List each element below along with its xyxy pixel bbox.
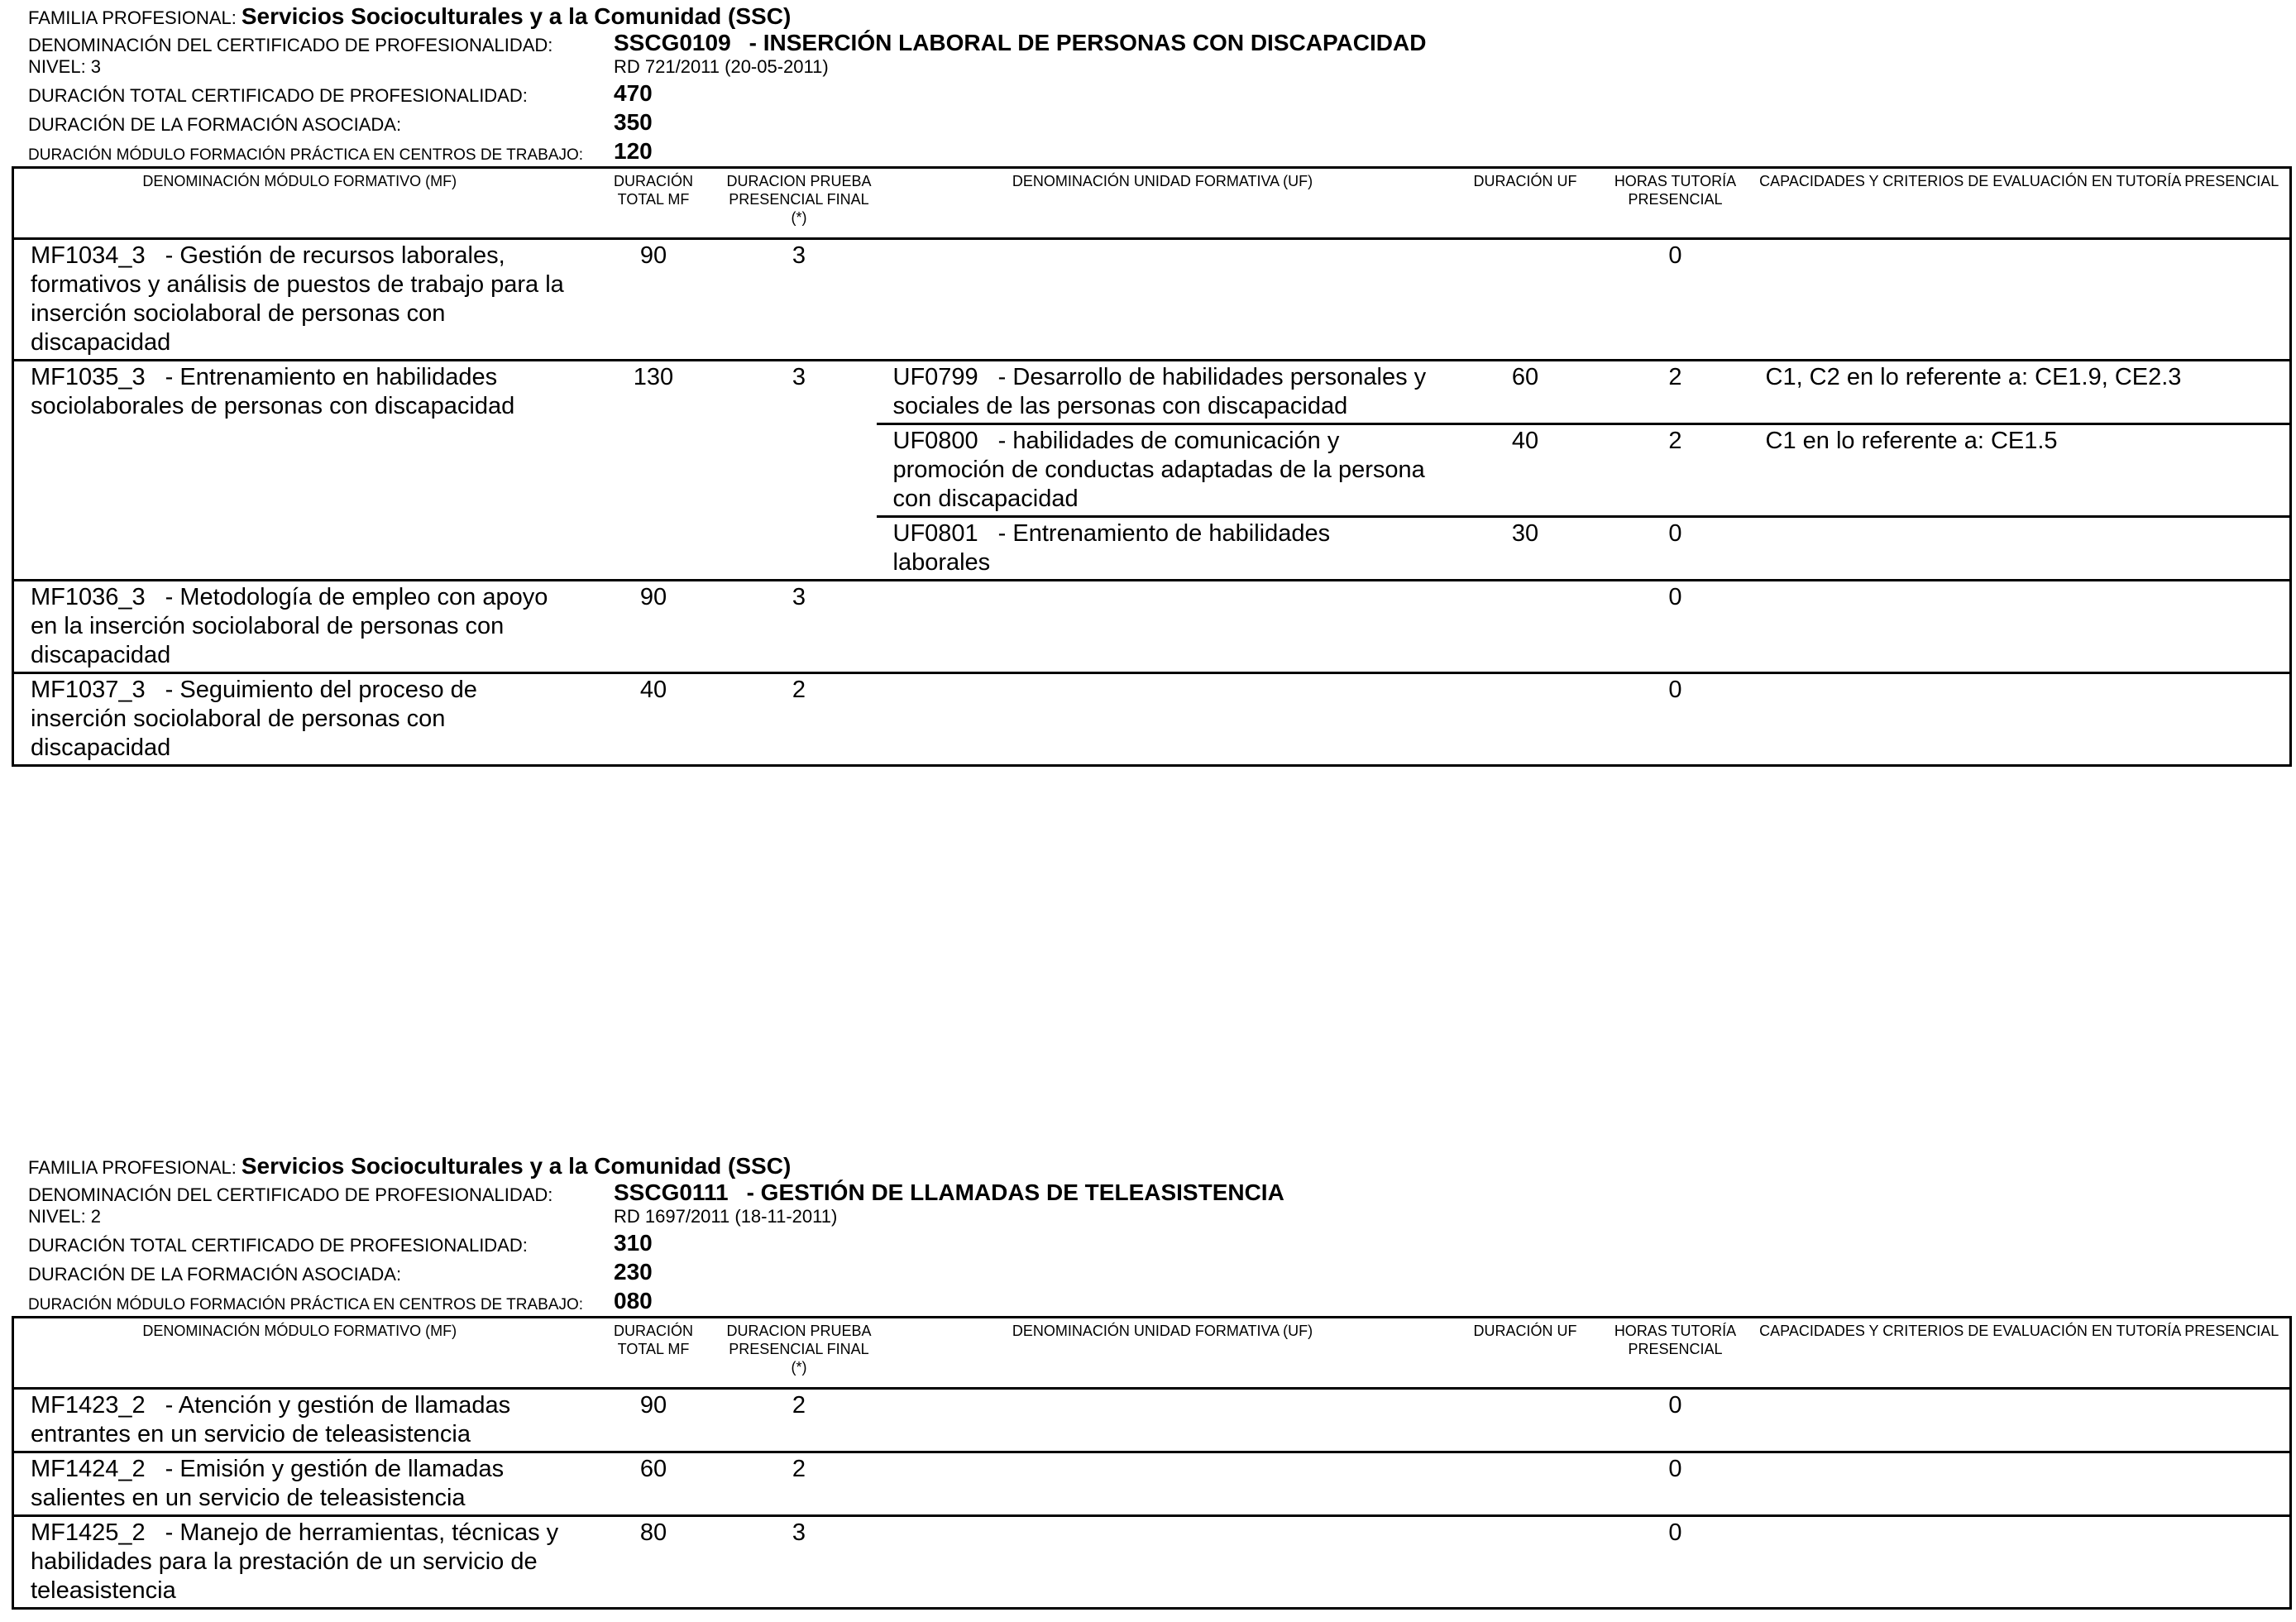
uf-name: - Entrenamiento de habilidades laborales	[892, 520, 1331, 576]
mf-code: MF1425_2	[31, 1519, 146, 1546]
uf-duracion: 60	[1449, 361, 1602, 424]
capacidades-cell	[1749, 581, 2291, 673]
horas-tutoria: 0	[1602, 581, 1749, 673]
uf-duracion	[1449, 1452, 1602, 1516]
duracion-practica-row	[12, 1287, 2289, 1316]
mf-name: - Metodología de empleo con apoyo en la inserción sociolaboral de personas con discapacidad	[31, 584, 548, 668]
denominacion-row	[12, 31, 2289, 58]
capacidades-cell	[1749, 239, 2291, 361]
denominacion-row	[12, 1181, 2289, 1208]
horas-tutoria: 2	[1602, 424, 1749, 517]
horas-tutoria: 0	[1602, 673, 1749, 766]
col-header-prueba: DURACION PRUEBA PRESENCIAL FINAL (*)	[726, 173, 872, 226]
mf-prueba: 2	[722, 1389, 877, 1452]
col-header-capacidades: CAPACIDADES Y CRITERIOS DE EVALUACIÓN EN TUTORÍA PRESENCIAL	[1759, 1323, 2279, 1339]
mf-duracion: 90	[586, 1389, 722, 1452]
mf-duracion: 90	[586, 239, 722, 361]
duracion-total-value: 470	[614, 80, 653, 106]
duracion-practica-row	[12, 137, 2289, 166]
col-header-mf: DENOMINACIÓN MÓDULO FORMATIVO (MF)	[142, 173, 457, 189]
uf-duracion	[1449, 1516, 1602, 1609]
duracion-practica-value: 080	[614, 1288, 653, 1313]
nivel-row	[12, 1208, 2289, 1229]
horas-tutoria: 2	[1602, 361, 1749, 424]
mf-duracion: 90	[586, 581, 722, 673]
mf-duracion: 40	[586, 673, 722, 766]
capacidades-cell	[1749, 1452, 2291, 1516]
table-row	[13, 581, 2291, 673]
capacidades-cell	[1749, 1516, 2291, 1609]
mf-prueba: 2	[722, 1452, 877, 1516]
mf-cell	[13, 1389, 586, 1452]
nivel-label: NIVEL: 2	[28, 1206, 102, 1227]
uf-duracion	[1449, 239, 1602, 361]
horas-tutoria: 0	[1602, 239, 1749, 361]
col-header-uf: DENOMINACIÓN UNIDAD FORMATIVA (UF)	[1012, 173, 1313, 189]
duracion-practica-value: 120	[614, 138, 653, 164]
col-header-horas: HORAS TUTORÍA PRESENCIAL	[1614, 1323, 1737, 1357]
col-header-duracion-uf: DURACIÓN UF	[1473, 173, 1577, 189]
mf-name: - Manejo de herramientas, técnicas y habilidades para la prestación de un servicio de teleasistencia	[31, 1519, 559, 1604]
certificate-code: SSCG0109	[614, 30, 731, 55]
mf-code: MF1035_3	[31, 364, 146, 390]
capacidades-cell	[1749, 517, 2291, 581]
certificate-sscg0109	[12, 0, 2289, 767]
uf-name: - habilidades de comunicación y promoción de conductas adaptadas de la persona con discapacidad	[892, 428, 1425, 512]
horas-tutoria: 0	[1602, 1452, 1749, 1516]
mf-prueba: 3	[722, 361, 877, 581]
familia-row	[12, 0, 2289, 31]
uf-duracion	[1449, 581, 1602, 673]
col-header-duracion-mf: DURACIÓN TOTAL MF	[613, 173, 693, 208]
duracion-formacion-value: 350	[614, 109, 653, 135]
uf-cell	[877, 1452, 1449, 1516]
capacidades-cell	[1749, 673, 2291, 766]
mf-prueba: 2	[722, 673, 877, 766]
uf-cell	[877, 581, 1449, 673]
mf-cell	[13, 673, 586, 766]
table-header-row	[13, 168, 2291, 239]
certificate-header	[12, 0, 2289, 166]
modules-table	[12, 1316, 2292, 1610]
horas-tutoria: 0	[1602, 1389, 1749, 1452]
uf-cell	[877, 517, 1449, 581]
horas-tutoria: 0	[1602, 517, 1749, 581]
denominacion-label: DENOMINACIÓN DEL CERTIFICADO DE PROFESIONALIDAD:	[28, 35, 553, 55]
duracion-total-row	[12, 79, 2289, 108]
mf-cell	[13, 1516, 586, 1609]
col-header-mf: DENOMINACIÓN MÓDULO FORMATIVO (MF)	[142, 1323, 457, 1339]
capacidades-cell: C1, C2 en lo referente a: CE1.9, CE2.3	[1749, 361, 2291, 424]
mf-code: MF1037_3	[31, 677, 146, 703]
familia-label: FAMILIA PROFESIONAL:	[28, 7, 237, 28]
capacidades-cell: C1 en lo referente a: CE1.5	[1749, 424, 2291, 517]
duracion-formacion-row	[12, 1258, 2289, 1287]
duracion-total-value: 310	[614, 1230, 653, 1256]
table-row	[13, 239, 2291, 361]
certificate-title: - GESTIÓN DE LLAMADAS DE TELEASISTENCIA	[746, 1179, 1284, 1205]
uf-cell	[877, 1389, 1449, 1452]
familia-value: Servicios Socioculturales y a la Comunidad (SSC)	[241, 3, 792, 29]
mf-name: - Emisión y gestión de llamadas salientes en un servicio de teleasistencia	[31, 1456, 505, 1511]
capacidades-cell	[1749, 1389, 2291, 1452]
mf-cell	[13, 1452, 586, 1516]
mf-code: MF1424_2	[31, 1456, 146, 1482]
duracion-formacion-value: 230	[614, 1259, 653, 1285]
uf-duracion	[1449, 1389, 1602, 1452]
certificate-title: - INSERCIÓN LABORAL DE PERSONAS CON DISCAPACIDAD	[749, 30, 1427, 55]
familia-value: Servicios Socioculturales y a la Comunidad (SSC)	[241, 1153, 792, 1179]
certificate-sscg0111	[12, 1150, 2289, 1610]
mf-prueba: 3	[722, 239, 877, 361]
uf-cell	[877, 673, 1449, 766]
mf-duracion: 60	[586, 1452, 722, 1516]
col-header-prueba: DURACION PRUEBA PRESENCIAL FINAL (*)	[726, 1323, 872, 1376]
uf-cell	[877, 239, 1449, 361]
mf-prueba: 3	[722, 1516, 877, 1609]
uf-duracion: 40	[1449, 424, 1602, 517]
uf-cell	[877, 1516, 1449, 1609]
duracion-total-label: DURACIÓN TOTAL CERTIFICADO DE PROFESIONALIDAD:	[28, 1235, 528, 1256]
uf-code: UF0799	[892, 364, 978, 390]
modules-table	[12, 166, 2292, 767]
mf-name: - Atención y gestión de llamadas entrantes en un servicio de teleasistencia	[31, 1392, 511, 1447]
rd-value: RD 721/2011 (20-05-2011)	[614, 56, 829, 77]
mf-prueba: 3	[722, 581, 877, 673]
table-header-row	[13, 1318, 2291, 1389]
table-row	[13, 361, 2291, 424]
duracion-total-row	[12, 1229, 2289, 1258]
familia-label: FAMILIA PROFESIONAL:	[28, 1157, 237, 1178]
uf-name: - Desarrollo de habilidades personales y sociales de las personas con discapacidad	[892, 364, 1427, 419]
denominacion-label: DENOMINACIÓN DEL CERTIFICADO DE PROFESIONALIDAD:	[28, 1184, 553, 1205]
uf-code: UF0801	[892, 520, 978, 547]
certificate-code: SSCG0111	[614, 1179, 729, 1205]
mf-code: MF1036_3	[31, 584, 146, 610]
table-row	[13, 1452, 2291, 1516]
familia-row	[12, 1150, 2289, 1181]
mf-cell	[13, 361, 586, 581]
table-row	[13, 1389, 2291, 1452]
uf-duracion	[1449, 673, 1602, 766]
col-header-capacidades: CAPACIDADES Y CRITERIOS DE EVALUACIÓN EN TUTORÍA PRESENCIAL	[1759, 173, 2279, 189]
col-header-uf: DENOMINACIÓN UNIDAD FORMATIVA (UF)	[1012, 1323, 1313, 1339]
horas-tutoria: 0	[1602, 1516, 1749, 1609]
col-header-horas: HORAS TUTORÍA PRESENCIAL	[1614, 173, 1737, 208]
mf-name: - Gestión de recursos laborales, formativos y análisis de puestos de trabajo para la inserción sociolaboral de personas con discapacidad	[31, 242, 564, 356]
mf-duracion: 130	[586, 361, 722, 581]
nivel-row	[12, 58, 2289, 79]
nivel-label: NIVEL: 3	[28, 56, 102, 77]
uf-duracion: 30	[1449, 517, 1602, 581]
col-header-duracion-mf: DURACIÓN TOTAL MF	[613, 1323, 693, 1357]
table-row	[13, 1516, 2291, 1609]
mf-name: - Entrenamiento en habilidades sociolaborales de personas con discapacidad	[31, 364, 515, 419]
certificate-header	[12, 1150, 2289, 1316]
rd-value: RD 1697/2011 (18-11-2011)	[614, 1206, 838, 1227]
uf-code: UF0800	[892, 428, 978, 454]
duracion-formacion-label: DURACIÓN DE LA FORMACIÓN ASOCIADA:	[28, 114, 402, 135]
duracion-formacion-label: DURACIÓN DE LA FORMACIÓN ASOCIADA:	[28, 1264, 402, 1285]
uf-cell	[877, 424, 1449, 517]
uf-cell	[877, 361, 1449, 424]
mf-cell	[13, 239, 586, 361]
duracion-practica-label: DURACIÓN MÓDULO FORMACIÓN PRÁCTICA EN CENTROS DE TRABAJO:	[28, 146, 584, 164]
table-row	[13, 673, 2291, 766]
mf-code: MF1034_3	[31, 242, 146, 269]
duracion-formacion-row	[12, 108, 2289, 137]
col-header-duracion-uf: DURACIÓN UF	[1473, 1323, 1577, 1339]
mf-code: MF1423_2	[31, 1392, 146, 1419]
mf-duracion: 80	[586, 1516, 722, 1609]
mf-cell	[13, 581, 586, 673]
duracion-total-label: DURACIÓN TOTAL CERTIFICADO DE PROFESIONALIDAD:	[28, 85, 528, 106]
duracion-practica-label: DURACIÓN MÓDULO FORMACIÓN PRÁCTICA EN CENTROS DE TRABAJO:	[28, 1296, 584, 1313]
mf-name: - Seguimiento del proceso de inserción sociolaboral de personas con discapacidad	[31, 677, 477, 761]
